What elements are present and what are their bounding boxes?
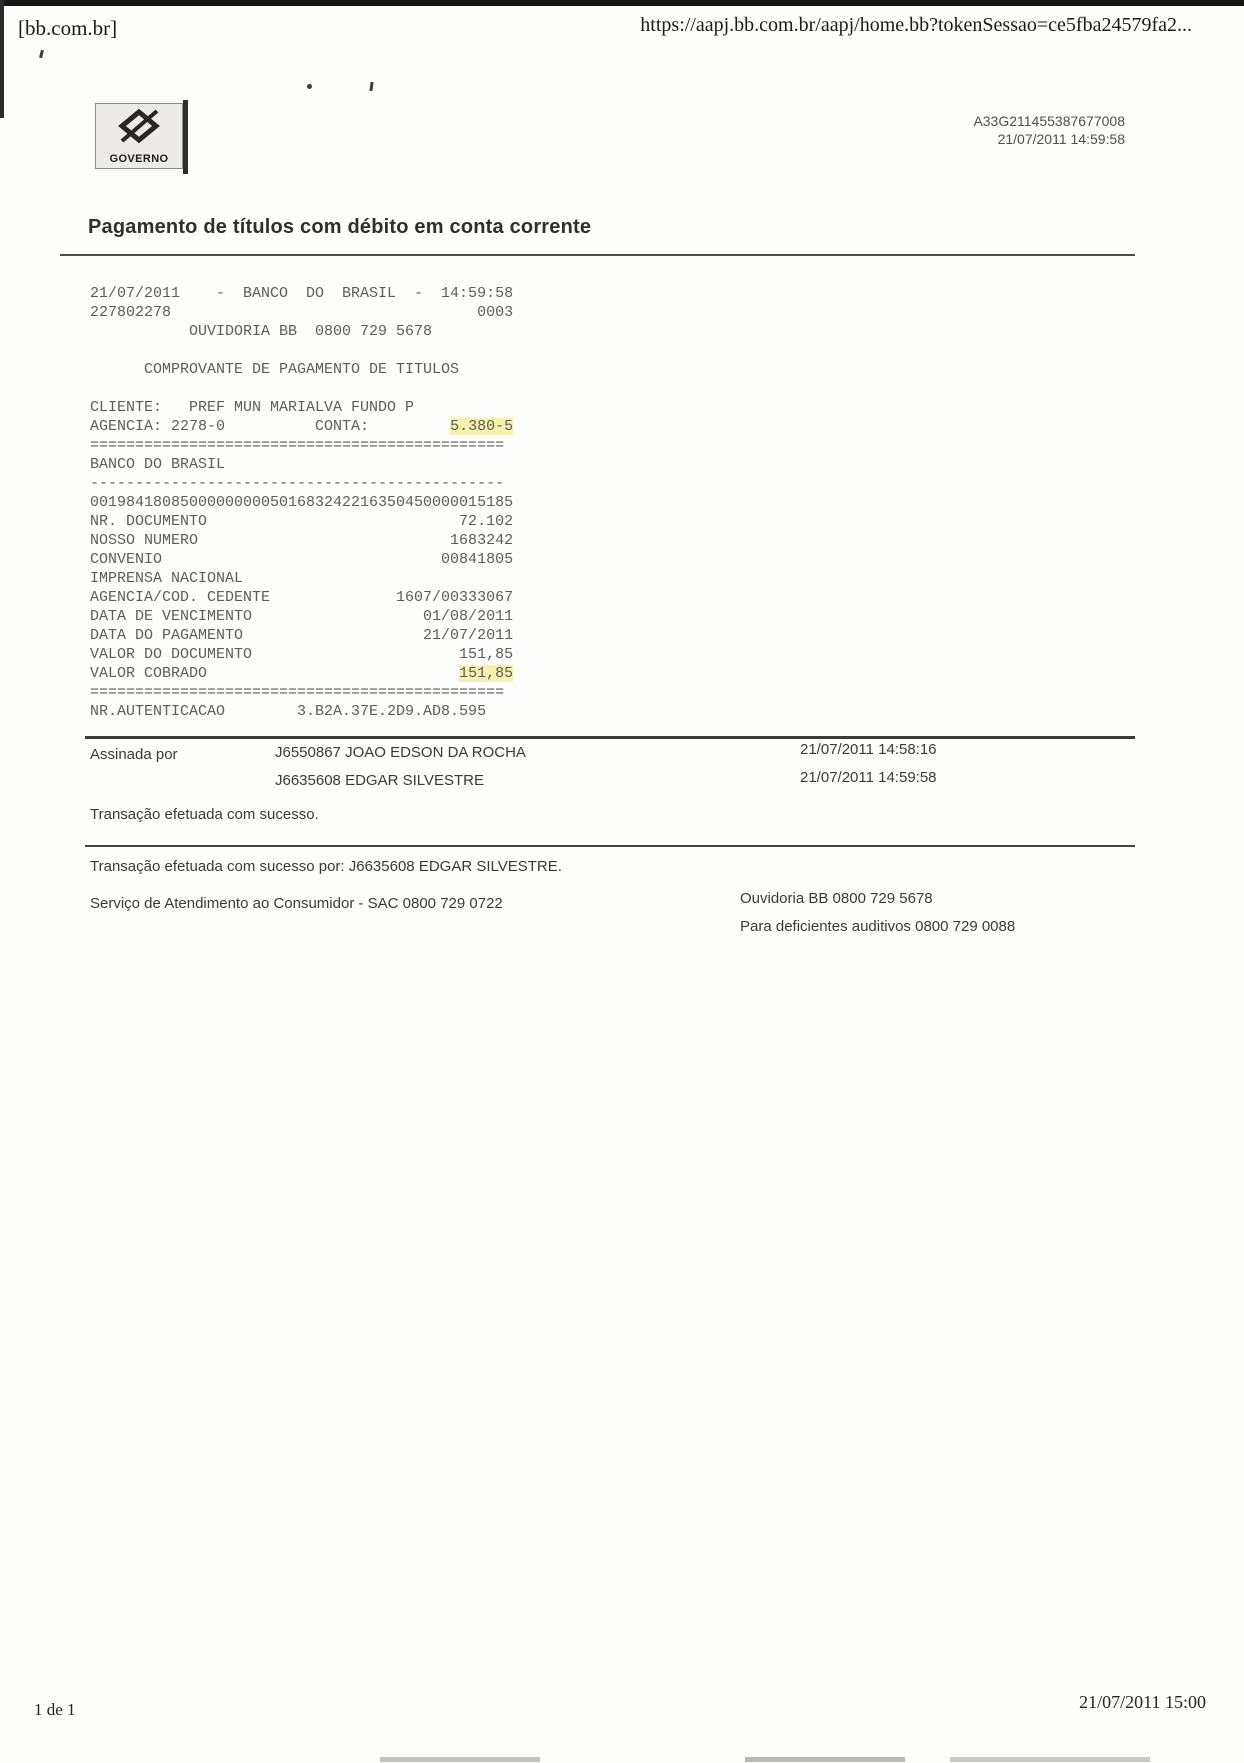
title-divider (60, 254, 1135, 256)
receipt-line: VALOR DO DOCUMENTO 151,85 (90, 646, 514, 663)
receipt-line (90, 341, 513, 360)
document-meta (973, 112, 1125, 148)
scan-artifact (39, 50, 44, 58)
receipt-line: DATA DO PAGAMENTO 21/07/2011 (90, 627, 514, 644)
receipt-line: VALOR COBRADO 151,85 (90, 665, 514, 682)
print-header-url: https://aapj.bb.com.br/aapj/home.bb?tokenSessao=ce5fba24579fa2... (640, 14, 1192, 36)
receipt-line: 21/07/2011 - BANCO DO BRASIL - 14:59:58 (90, 285, 514, 302)
receipt-line: ---------------------------------------------- (90, 475, 505, 492)
scan-artifact (950, 1757, 1150, 1762)
print-header-site-label: [bb.com.br] (18, 16, 118, 40)
receipt-line: NOSSO NUMERO 1683242 (90, 532, 514, 549)
scan-artifact (745, 1757, 905, 1762)
receipt-line: CLIENTE: PREF MUN MARIALVA FUNDO P (90, 399, 415, 416)
generated-at: 21/07/2011 14:59:58 (997, 131, 1125, 147)
signed-by-label: Assinada por (90, 746, 178, 763)
signer-timestamp: 21/07/2011 14:59:58 (800, 769, 937, 786)
print-timestamp: 21/07/2011 15:00 (1079, 1692, 1206, 1712)
scan-edge-top-bar (0, 0, 1244, 6)
page-indicator: 1 de 1 (34, 1700, 76, 1719)
signer-name: J6635608 EDGAR SILVESTRE (275, 772, 484, 789)
scan-artifact (369, 82, 373, 91)
transaction-status: Transação efetuada com sucesso. (90, 806, 319, 823)
receipt-line: COMPROVANTE DE PAGAMENTO DE TITULOS (90, 361, 460, 378)
scan-artifact (380, 1757, 540, 1762)
receipt-line: CONVENIO 00841805 (90, 551, 514, 568)
receipt-line: IMPRENSA NACIONAL (90, 570, 244, 587)
scan-artifact (307, 84, 312, 89)
banco-do-brasil-logo-icon (117, 108, 161, 149)
logo-caption: GOVERNO (109, 153, 169, 165)
signature-divider (85, 736, 1135, 739)
receipt-line: 227802278 0003 (90, 304, 514, 321)
sac-phone-line: Serviço de Atendimento ao Consumidor - SAC 0800 729 0722 (90, 895, 503, 912)
receipt-line: AGENCIA/COD. CEDENTE 1607/00333067 (90, 589, 514, 606)
receipt-line (90, 379, 513, 398)
receipt-line: ============================================== (90, 684, 505, 701)
receipt-text (90, 284, 513, 721)
highlighted-value: 5.380-5 (450, 418, 514, 435)
receipt-line: OUVIDORIA BB 0800 729 5678 (90, 323, 433, 340)
accessibility-line: Para deficientes auditivos 0800 729 0088 (740, 918, 1016, 935)
bank-logo (95, 103, 183, 169)
highlighted-value: 151,85 (459, 665, 514, 682)
signer-timestamp: 21/07/2011 14:58:16 (800, 741, 937, 758)
scan-edge-left-bar (0, 0, 4, 118)
receipt-line: 00198418085000000000501683242216350450000015185 (90, 494, 514, 511)
receipt-line: NR. DOCUMENTO 72.102 (90, 513, 514, 530)
logo-shadow (183, 100, 188, 174)
receipt-line: NR.AUTENTICACAO 3.B2A.37E.2D9.AD8.595 (90, 703, 487, 720)
receipt-line: BANCO DO BRASIL (90, 456, 226, 473)
signer-name: J6550867 JOAO EDSON DA ROCHA (275, 744, 526, 761)
confirmation-message: Transação efetuada com sucesso por: J6635608 EDGAR SILVESTRE. (90, 858, 562, 875)
receipt-line: ============================================== (90, 437, 505, 454)
page-title: Pagamento de títulos com débito em conta corrente (88, 216, 592, 238)
receipt-line: AGENCIA: 2278-0 CONTA: 5.380-5 (90, 418, 514, 435)
auth-code: A33G211455387677008 (973, 113, 1125, 129)
confirmation-divider (85, 845, 1135, 847)
receipt-line: DATA DE VENCIMENTO 01/08/2011 (90, 608, 514, 625)
ouvidoria-phone-line: Ouvidoria BB 0800 729 5678 (740, 890, 933, 907)
